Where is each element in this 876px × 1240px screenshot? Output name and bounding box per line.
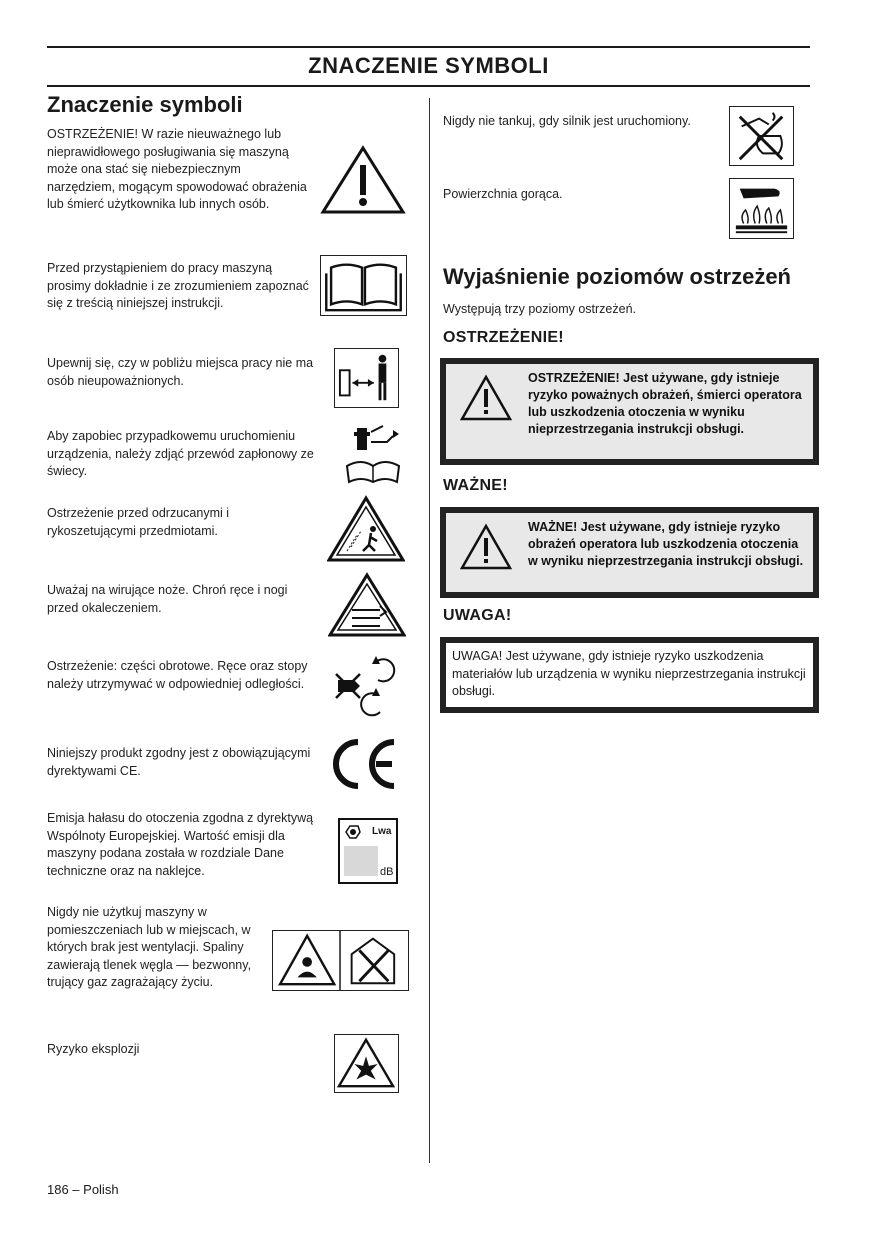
- warning-box-text: OSTRZEŻENIE! Jest używane, gdy istnieje ryzyko poważnych obrażeń, śmierci operatora lub uszkodzenia otoczenia w wyniku nieprzestrzegania instrukcji obsługi.: [528, 371, 802, 436]
- page-title: ZNACZENIE SYMBOLI: [308, 53, 549, 78]
- warning-triangle-icon: [460, 374, 512, 422]
- hot-surface-icon: [729, 178, 794, 239]
- section-heading-warning-levels: Wyjaśnienie poziomów ostrzeżeń: [443, 264, 791, 289]
- header-bottom-rule: [47, 85, 810, 87]
- level-title-note: UWAGA!: [443, 607, 512, 624]
- important-box: [440, 507, 819, 598]
- spark-plug-book-icon: [343, 418, 403, 490]
- rotating-parts-icon: [332, 650, 402, 720]
- noise-label-lwa: Lwa: [372, 826, 392, 837]
- no-refuel-icon: [729, 106, 794, 166]
- warning-triangle-icon: [460, 523, 512, 571]
- warning-triangle-icon: [320, 145, 406, 215]
- section-heading-symbols: Znaczenie symboli: [47, 92, 243, 117]
- important-box-text: WAŻNE! Jest używane, gdy istnieje ryzyko obrażeń operatora lub uszkodzenia otoczenia w wyniku nieprzestrzegania instrukcji obsługi.: [528, 520, 804, 568]
- symbol-text-read-manual: Przed przystąpieniem do pracy maszyną prosimy dokładnie i ze zrozumieniem zapoznać się z treścią niniejszej instrukcji.: [47, 261, 309, 310]
- ce-mark-icon: [328, 736, 400, 792]
- symbol-text-exhaust: Nigdy nie użytkuj maszyny w pomieszczeniach lub w miejscach, w których brak jest wentylacji. Spaliny zawierają tlenek węgla — bezwonny, trujący gaz zagrażający życiu.: [47, 905, 252, 989]
- explosion-icon: [334, 1034, 399, 1093]
- thrown-objects-icon: [327, 495, 405, 563]
- symbol-text-spark-plug: Aby zapobiec przypadkowemu uruchomieniu urządzenia, należy zdjąć przewód zapłonowy ze świecy.: [47, 429, 314, 478]
- column-divider: [429, 98, 430, 1163]
- symbol-text-thrown-objects: Ostrzeżenie przed odrzucanymi i rykoszetującymi przedmiotami.: [47, 506, 230, 538]
- note-box-text: UWAGA! Jest używane, gdy istnieje ryzyko uszkodzenia materiałów lub urządzenia w wyniku nieprzestrzegania instrukcji obsługi.: [446, 643, 813, 707]
- symbol-text-warning: OSTRZEŻENIE! W razie nieuważnego lub nieprawidłowego posługiwania się maszyną może ona stać się niebezpiecznym narzędziem, mogącym spowodować obrażenia lub śmierć użytkownika lub innych osób.: [47, 127, 307, 211]
- rotating-blades-icon: [328, 572, 406, 638]
- symbol-text-keep-distance: Upewnij się, czy w pobliżu miejsca pracy nie ma osób nieupoważnionych.: [47, 356, 314, 388]
- symbol-text-noise: Emisja hałasu do otoczenia zgodna z dyrektywą Wspólnoty Europejskiej. Wartość emisji dla maszyny podana została w rozdziale Dane techniczne oraz na naklejce.: [47, 811, 314, 878]
- open-book-icon: [320, 255, 407, 316]
- level-title-warning: OSTRZEŻENIE!: [443, 329, 564, 346]
- page-footer: 186 – Polish: [47, 1182, 119, 1197]
- level-title-important: WAŻNE!: [443, 477, 508, 494]
- warning-box: [440, 358, 819, 465]
- symbol-text-ce: Niniejszy produkt zgodny jest z obowiązującymi dyrektywami CE.: [47, 746, 311, 778]
- symbol-text-explosion: Ryzyko eksplozji: [47, 1042, 140, 1056]
- symbol-text-rotating-parts: Ostrzeżenie: części obrotowe. Ręce oraz stopy należy utrzymywać w odpowiedniej odległości.: [47, 659, 308, 691]
- exhaust-gas-icon: [272, 930, 409, 991]
- note-box: [440, 637, 819, 713]
- keep-distance-person-icon: [334, 348, 399, 408]
- warning-levels-intro: Występują trzy poziomy ostrzeżeń.: [443, 302, 637, 316]
- symbol-text-hot-surface: Powierzchnia gorąca.: [443, 187, 563, 201]
- noise-emission-icon: [338, 818, 398, 884]
- noise-label-db: dB: [380, 866, 394, 878]
- symbol-text-rotating-blades: Uważaj na wirujące noże. Chroń ręce i nogi przed okaleczeniem.: [47, 583, 288, 615]
- header-top-rule: [47, 46, 810, 48]
- symbol-text-no-refuel: Nigdy nie tankuj, gdy silnik jest uruchomiony.: [443, 114, 691, 128]
